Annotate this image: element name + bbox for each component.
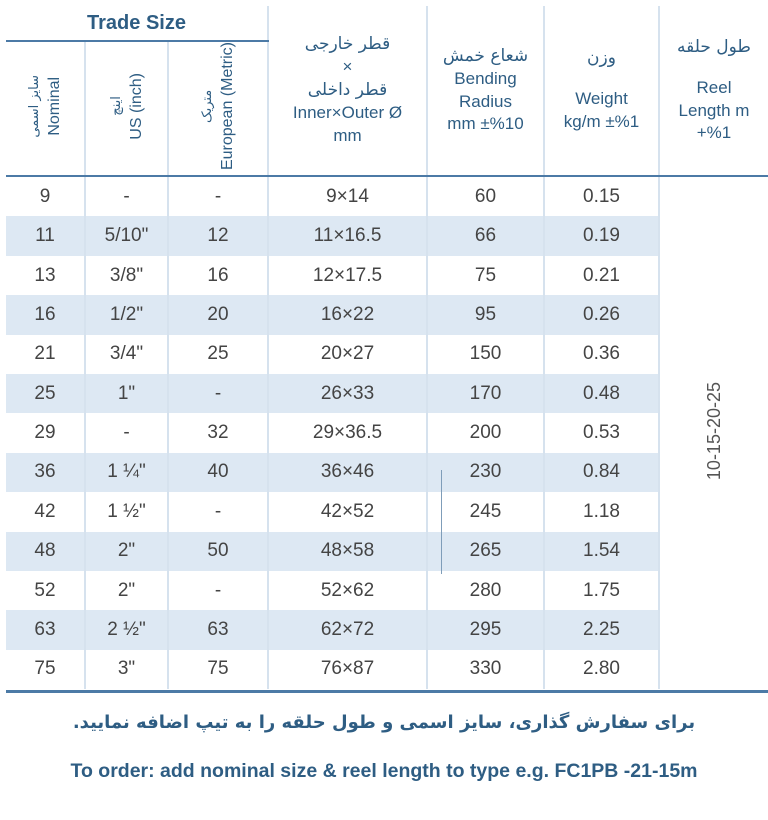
cell-dia: 76×87 <box>268 650 427 689</box>
cell-weight: 2.80 <box>544 650 659 689</box>
diameter-header-fa2: قطر داخلی <box>307 80 388 101</box>
cell-nominal: 16 <box>6 295 85 334</box>
table-row <box>6 532 768 571</box>
cell-bend: 60 <box>427 176 544 216</box>
weight-header <box>544 6 659 176</box>
cell-us: 3/8" <box>85 256 168 295</box>
cell-metric: 32 <box>168 413 268 452</box>
diameter-header <box>268 6 427 176</box>
table-row <box>6 176 768 216</box>
cell-weight: 0.36 <box>544 335 659 374</box>
bending-header <box>427 6 544 176</box>
cell-bend: 245 <box>427 492 544 531</box>
table-row <box>6 374 768 413</box>
cell-weight: 1.18 <box>544 492 659 531</box>
cell-metric: 25 <box>168 335 268 374</box>
cell-weight: 0.48 <box>544 374 659 413</box>
cell-nominal: 75 <box>6 650 85 689</box>
cell-nominal: 25 <box>6 374 85 413</box>
cell-us: 1/2" <box>85 295 168 334</box>
cell-metric: - <box>168 492 268 531</box>
cell-nominal: 21 <box>6 335 85 374</box>
european-header <box>168 41 268 176</box>
reel-header-en3: +%1 <box>696 123 732 143</box>
bending-header-fa: شعاع خمش <box>442 45 529 66</box>
weight-header-en2: kg/m ±%1 <box>563 111 640 131</box>
nominal-header-en: Nominal <box>46 76 63 136</box>
cell-us: - <box>85 176 168 216</box>
cell-nominal: 63 <box>6 610 85 649</box>
cell-us: 5/10" <box>85 216 168 255</box>
cell-dia: 9×14 <box>268 176 427 216</box>
spec-table <box>6 6 768 689</box>
cell-dia: 52×62 <box>268 571 427 610</box>
cell-us: - <box>85 413 168 452</box>
weight-header-fa: وزن <box>587 48 616 69</box>
order-note-fa: برای سفارش گذاری، سایز اسمی و طول حلقه را به تیپ اضافه نمایید. <box>72 712 696 733</box>
table-row <box>6 571 768 610</box>
cell-bend: 330 <box>427 650 544 689</box>
divider-stub <box>441 470 442 574</box>
cell-bend: 170 <box>427 374 544 413</box>
cell-dia: 12×17.5 <box>268 256 427 295</box>
european-header-fa: متریک <box>200 89 215 123</box>
diameter-header-sep: × <box>342 57 353 77</box>
cell-weight: 0.84 <box>544 453 659 492</box>
reel-length-cell <box>659 176 768 689</box>
cell-weight: 0.21 <box>544 256 659 295</box>
cell-us: 2" <box>85 571 168 610</box>
cell-nominal: 29 <box>6 413 85 452</box>
cell-weight: 2.25 <box>544 610 659 649</box>
cell-nominal: 48 <box>6 532 85 571</box>
reel-header <box>659 6 768 176</box>
cell-dia: 16×22 <box>268 295 427 334</box>
cell-weight: 0.15 <box>544 176 659 216</box>
cell-nominal: 13 <box>6 256 85 295</box>
table-bottom-rule <box>6 690 768 693</box>
table-row <box>6 413 768 452</box>
cell-bend: 265 <box>427 532 544 571</box>
order-note-en: To order: add nominal size & reel length to type e.g. FC1PB -21-15m <box>70 760 698 782</box>
table-row <box>6 295 768 334</box>
table-row <box>6 610 768 649</box>
cell-nominal: 52 <box>6 571 85 610</box>
cell-nominal: 11 <box>6 216 85 255</box>
cell-us: 1 ¼" <box>85 453 168 492</box>
cell-metric: 50 <box>168 532 268 571</box>
us-header-fa: اینچ <box>108 96 124 116</box>
cell-metric: 20 <box>168 295 268 334</box>
cell-dia: 62×72 <box>268 610 427 649</box>
weight-header-en1: Weight <box>575 89 628 109</box>
reel-header-en2: Length m <box>678 100 750 120</box>
table-row <box>6 216 768 255</box>
cell-bend: 66 <box>427 216 544 255</box>
nominal-header <box>6 41 85 176</box>
cell-bend: 280 <box>427 571 544 610</box>
cell-dia: 29×36.5 <box>268 413 427 452</box>
bending-header-en1: Bending <box>454 68 517 88</box>
table-row <box>6 492 768 531</box>
cell-nominal: 9 <box>6 176 85 216</box>
cell-metric: 75 <box>168 650 268 689</box>
cell-metric: - <box>168 176 268 216</box>
cell-us: 1 ½" <box>85 492 168 531</box>
cell-metric: 12 <box>168 216 268 255</box>
cell-dia: 36×46 <box>268 453 427 492</box>
cell-weight: 0.53 <box>544 413 659 452</box>
reel-header-fa: طول حلقه <box>677 36 751 57</box>
table-row <box>6 650 768 689</box>
cell-metric: - <box>168 374 268 413</box>
trade-size-header: Trade Size <box>6 6 268 41</box>
cell-metric: 40 <box>168 453 268 492</box>
cell-bend: 200 <box>427 413 544 452</box>
cell-bend: 75 <box>427 256 544 295</box>
diameter-header-en: Inner×Outer Ø <box>292 102 403 122</box>
us-header <box>85 41 168 176</box>
cell-metric: 16 <box>168 256 268 295</box>
cell-us: 2" <box>85 532 168 571</box>
diameter-header-fa1: قطر خارجی <box>304 34 391 55</box>
cell-weight: 0.26 <box>544 295 659 334</box>
cell-dia: 26×33 <box>268 374 427 413</box>
table-row <box>6 256 768 295</box>
reel-length-values: 10-15-20-25 <box>703 381 724 480</box>
cell-weight: 0.19 <box>544 216 659 255</box>
cell-weight: 1.54 <box>544 532 659 571</box>
cell-bend: 150 <box>427 335 544 374</box>
cell-bend: 230 <box>427 453 544 492</box>
cell-nominal: 36 <box>6 453 85 492</box>
cell-bend: 295 <box>427 610 544 649</box>
us-header-en: US (inch) <box>127 72 145 140</box>
table-row <box>6 453 768 492</box>
table-row <box>6 335 768 374</box>
cell-weight: 1.75 <box>544 571 659 610</box>
nominal-header-fa: سایز اسمی <box>27 74 42 138</box>
cell-metric: 63 <box>168 610 268 649</box>
cell-metric: - <box>168 571 268 610</box>
cell-us: 2 ½" <box>85 610 168 649</box>
european-header-en: European (Metric) <box>219 42 236 171</box>
diameter-header-unit: mm <box>333 125 362 145</box>
cell-bend: 95 <box>427 295 544 334</box>
cell-dia: 48×58 <box>268 532 427 571</box>
cell-dia: 20×27 <box>268 335 427 374</box>
reel-header-en1: Reel <box>696 77 732 97</box>
cell-us: 3" <box>85 650 168 689</box>
bending-header-en3: mm ±%10 <box>447 114 524 134</box>
cell-dia: 11×16.5 <box>268 216 427 255</box>
cell-us: 1" <box>85 374 168 413</box>
bending-header-en2: Radius <box>459 91 512 111</box>
cell-nominal: 42 <box>6 492 85 531</box>
cell-dia: 42×52 <box>268 492 427 531</box>
cell-us: 3/4" <box>85 335 168 374</box>
